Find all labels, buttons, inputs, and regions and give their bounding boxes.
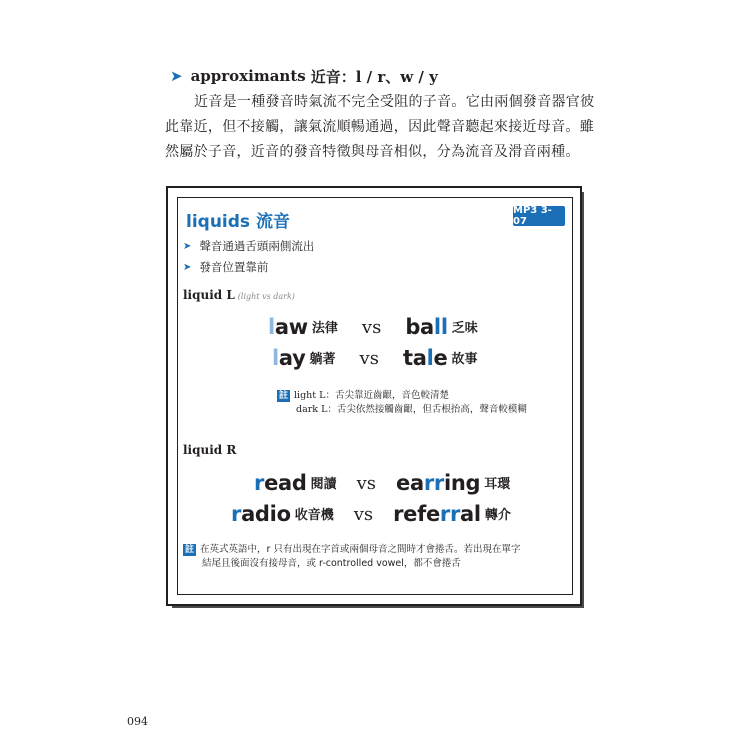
word-rest: e: [433, 346, 448, 370]
liquid-l-note: [277, 389, 527, 417]
box-title: liquids 流音: [186, 212, 290, 232]
word-highlight: l: [272, 346, 279, 370]
chevron-right-icon: ➤: [183, 261, 192, 273]
liquid-r-note: [183, 543, 520, 571]
gloss-earring: 耳環: [484, 477, 511, 492]
word-highlight: rr: [423, 471, 444, 495]
note-text: 在英式英語中，r 只有出現在字首或兩個母音之間時才會捲舌。若出現在單字: [200, 544, 521, 555]
word-pair-row: [254, 465, 510, 495]
word-highlight: rr: [439, 502, 461, 526]
liquid-l-label-note: (light vs dark): [237, 292, 295, 301]
section-heading: [170, 64, 438, 88]
bullet-item: [183, 238, 314, 254]
word-pair-row: [231, 496, 511, 526]
intro-line: 然屬於子音，近音的發音特徵與母音相似，分為流音及滑音兩種。: [165, 144, 580, 160]
gloss-ball: 乏味: [451, 321, 478, 336]
note-tag: 註: [279, 391, 289, 401]
intro-paragraph: [165, 90, 595, 165]
word-highlight: ll: [433, 315, 448, 339]
word-lay: [272, 346, 306, 370]
word-highlight: l: [426, 346, 434, 370]
note-text: 結尾且後面沒有接母音，或 r-controlled vowel，都不會捲舌: [202, 558, 461, 569]
vs-label: vs: [356, 473, 377, 494]
word-pre: ba: [405, 315, 434, 339]
word-ball: [405, 315, 447, 339]
gloss-lay: 躺著: [309, 352, 336, 367]
note-tag: 註: [185, 545, 195, 555]
intro-line: 此靠近，但不接觸，讓氣流順暢通過，因此聲音聽起來接近母音。雖: [165, 119, 594, 135]
liquid-r-label: liquid R: [183, 443, 237, 457]
chevron-right-icon: ➤: [170, 67, 183, 85]
vs-label: vs: [353, 504, 374, 525]
gloss-radio: 收音機: [294, 508, 334, 523]
heading-term-cjk: 近音: [310, 67, 341, 86]
gloss-tale: 故事: [451, 352, 478, 367]
word-pre: refe: [393, 502, 440, 526]
word-referral: [393, 502, 481, 526]
word-rest: al: [460, 502, 481, 526]
heading-sounds: ：l / r、w / y: [340, 67, 438, 86]
word-radio: [231, 502, 291, 526]
word-pair-row: [268, 309, 478, 339]
word-earring: [396, 471, 480, 495]
word-pre: ea: [396, 471, 424, 495]
word-rest: ing: [443, 471, 481, 495]
word-pair-row: [272, 340, 477, 370]
gloss-read: 閱讀: [310, 477, 337, 492]
note-text: ：舌尖靠近齒齦，音色較清楚: [325, 390, 449, 401]
intro-line: 近音是一種發音時氣流不完全受阻的子音。它由兩個發音器官彼: [194, 94, 595, 110]
word-read: [254, 471, 307, 495]
word-highlight: r: [231, 502, 242, 526]
note-en: light L: [294, 390, 326, 401]
vs-label: vs: [361, 317, 382, 338]
word-pre: ta: [402, 346, 427, 370]
word-highlight: l: [268, 315, 275, 339]
gloss-law: 法律: [311, 321, 338, 336]
bullet-text: 聲音通過舌頭兩側流出: [199, 239, 315, 253]
liquid-l-title: liquid L: [183, 288, 235, 302]
word-rest: ead: [264, 471, 307, 495]
chevron-right-icon: ➤: [183, 240, 192, 252]
word-highlight: r: [254, 471, 265, 495]
word-rest: aw: [274, 315, 308, 339]
note-text: ：舌尖依然接觸齒齦，但舌根抬高，聲音較模糊: [327, 404, 527, 415]
word-rest: ay: [278, 346, 306, 370]
heading-term: approximants: [190, 67, 306, 85]
word-law: [268, 315, 308, 339]
word-tale: [403, 346, 447, 370]
page-number: 094: [127, 715, 148, 728]
bullet-item: [183, 259, 268, 275]
word-rest: adio: [241, 502, 291, 526]
liquid-l-label: [183, 288, 295, 302]
gloss-referral: 轉介: [484, 508, 511, 523]
vs-label: vs: [359, 348, 379, 369]
audio-track-badge[interactable]: MP3 3-07: [513, 206, 565, 226]
note-en: dark L: [296, 404, 328, 415]
bullet-text: 發音位置靠前: [199, 260, 269, 274]
